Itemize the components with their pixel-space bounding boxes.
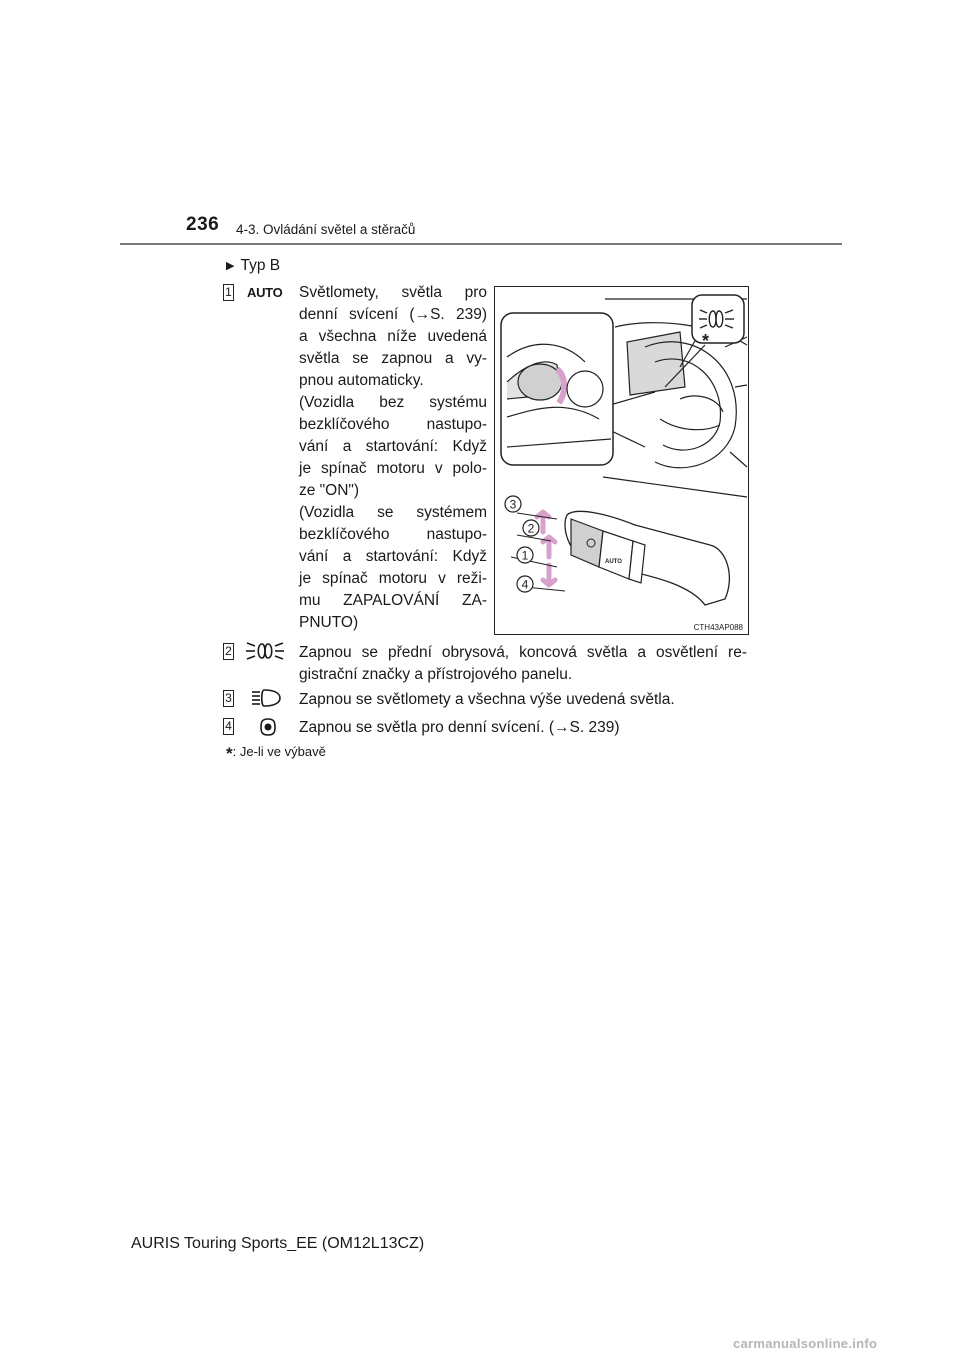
callout-1 xyxy=(517,547,533,563)
item-1-paragraph xyxy=(299,392,487,502)
footnote-text: : Je-li ve výbavě xyxy=(232,744,326,759)
text-line: pnou automaticky. xyxy=(299,372,424,389)
text-line: (Vozidla se systémem xyxy=(299,504,487,521)
text-line: Zapnou se světlomety a všechna výše uvedená světla. xyxy=(299,691,675,708)
callout-3 xyxy=(505,496,521,512)
light-switch-figure xyxy=(494,286,749,635)
svg-text:2: 2 xyxy=(527,521,535,536)
text-line: ze "ON") xyxy=(299,482,360,499)
switch-auto-label: AUTO xyxy=(605,559,622,565)
text-line: bezklíčového nastupo- xyxy=(299,526,487,543)
text-line: (Vozidla bez systému xyxy=(299,394,487,411)
text-line: mu ZAPALOVÁNÍ ZA- xyxy=(299,592,487,609)
item-1-paragraph xyxy=(299,282,487,392)
item-number: 4 xyxy=(223,718,234,735)
hand-inset xyxy=(501,313,613,465)
header-rule xyxy=(120,243,842,245)
triangle-bullet-icon: ▶ xyxy=(226,260,235,272)
item-number: 2 xyxy=(223,643,234,660)
item-3-text xyxy=(299,689,747,711)
svg-text:3: 3 xyxy=(509,497,517,512)
type-label xyxy=(226,257,280,275)
optional-star: * xyxy=(702,331,710,351)
lever-illustration xyxy=(511,511,729,605)
section-title: 4-3. Ovládání světel a stěračů xyxy=(236,222,416,237)
parking-lights-icon xyxy=(244,641,286,666)
text-line: vání a startování: Když xyxy=(299,438,487,455)
text-line: PNUTO) xyxy=(299,614,359,631)
item-number: 1 xyxy=(223,284,234,301)
text-line: Světlomety, světla pro xyxy=(299,284,487,301)
auto-text-icon xyxy=(247,284,282,302)
footnote xyxy=(226,744,326,764)
watermark: carmanualsonline.info xyxy=(733,1336,878,1351)
text-line: Zapnou se přední obrysová, koncová světla a osvětlení re- xyxy=(299,644,747,661)
text-line: denní svícení (→S. 239) xyxy=(299,306,487,323)
text-line: Zapnou se světla pro denní svícení. (→S. 239) xyxy=(299,719,620,736)
text-line: vání a startování: Když xyxy=(299,548,487,565)
footer-model: AURIS Touring Sports_EE (OM12L13CZ) xyxy=(131,1235,425,1252)
item-4-text xyxy=(299,717,747,739)
text-line: gistrační značky a přístrojového panelu. xyxy=(299,666,573,683)
callout-4 xyxy=(517,576,533,592)
text-line: světla se zapnou a vy- xyxy=(299,350,487,367)
item-number: 3 xyxy=(223,690,234,707)
text-line: a všechna níže uvedená xyxy=(299,328,487,345)
item-2-text xyxy=(299,642,747,686)
footnote-star: * xyxy=(226,744,233,763)
item-1-paragraph xyxy=(299,502,487,634)
type-label-text: Typ B xyxy=(240,257,281,274)
text-line: je spínač motoru v reži- xyxy=(299,570,487,587)
figure-illustration xyxy=(495,287,748,634)
svg-text:1: 1 xyxy=(521,548,529,563)
figure-code: CTH43AP088 xyxy=(693,623,743,632)
auto-icon-text: AUTO xyxy=(247,285,283,300)
text-line: je spínač motoru v polo- xyxy=(299,460,487,477)
text-line: bezklíčového nastupo- xyxy=(299,416,487,433)
headlight-icon xyxy=(250,688,282,713)
drl-icon xyxy=(258,717,278,742)
svg-text:4: 4 xyxy=(521,577,529,592)
callout-2 xyxy=(523,520,539,536)
item-1-text xyxy=(299,282,487,634)
page-number: 236 xyxy=(186,214,220,235)
